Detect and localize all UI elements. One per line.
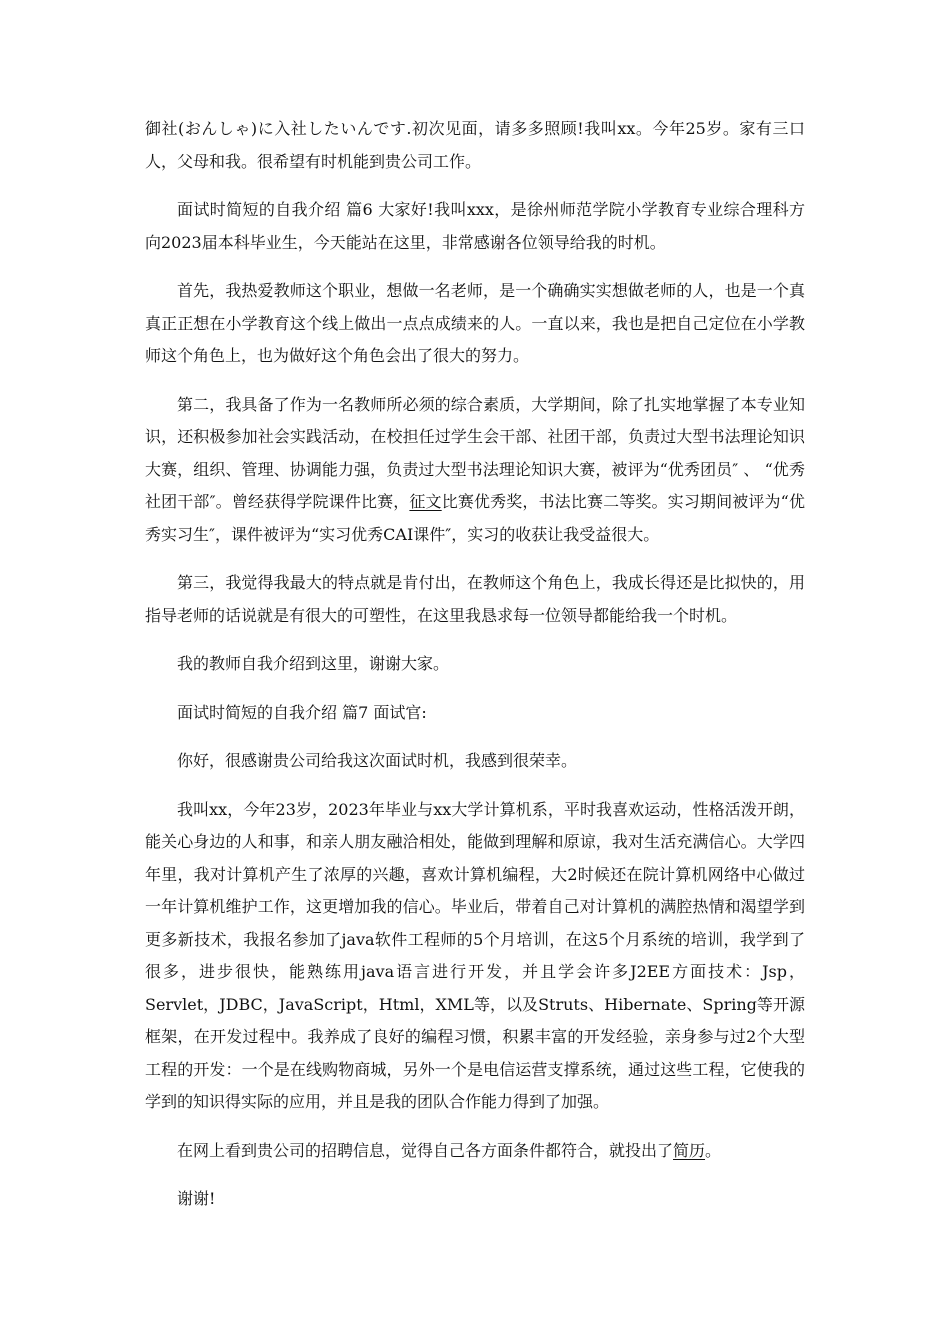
- section-heading: 面试时简短的自我介绍 篇7 面试官:: [177, 702, 427, 722]
- paragraph: 我的教师自我介绍到这里，谢谢大家。: [177, 654, 450, 673]
- paragraph: 你好，很感谢贵公司给我这次面试时机，我感到很荣幸。: [177, 751, 578, 770]
- paragraph: 我叫xx，今年23岁，2023年毕业与xx大学计算机系，平时我喜欢运动，性格活泼开朗，能关心身边的人和事，和亲人朋友融洽相处，能做到理解和原谅，我对生活充满信心。大学四年里，我对计算机产生了浓厚的兴趣，喜欢计算机编程，大2时候还在院计算机网络中心做过一年计算机维护工作，这更增加我的信心。毕业后，带着自己对计算机的满腔热情和渴望学到更多新技术，我报名参加了java软件工程师的5个月培训，在这5个月系统的培训，我学到了很多，进步很快，能熟练用java语言进行开发，并且学会许多J2EE方面技术：Jsp，Servlet，JDBC，JavaScript，Html，XML等，以及Struts、Hibernate、Spring等开源框架，在开发过程中。我养成了良好的编程习惯，积累丰富的开发经验，亲身参与过2个大型工程的开发：一个是在线购物商城，另外一个是电信运营支撑系统，通过这些工程，它使我的学到的知识得实际的应用，并且是我的团队合作能力得到了加强。: [145, 799, 805, 1111]
- paragraph: [145, 1135, 805, 1168]
- paragraph: 御社(おんしゃ)に入社したいんです.初次见面，请多多照顾!我叫xx。今年25岁。家有三口人，父母和我。很希望有时机能到贵公司工作。: [145, 119, 805, 171]
- resume-link[interactable]: 简历: [673, 1140, 706, 1160]
- paragraph-text: 第二，我具备了作为一名教师所必须的综合素质，大学期间，除了扎实地掌握了本专业知识，还积极参加社会实践活动，在校担任过学生会干部、社团干部，负责过大型书法理论知识大赛，组织、管理、协调能力强，负责过大型书法理论知识大赛，被评为“优秀团员″ 、 “优秀社团干部″。曾经获得学院课件比赛，: [145, 394, 805, 511]
- paragraph-text: 比赛优秀奖，书法比赛二等奖。实习期间被评为“优秀实习生″，课件被评为“实习优秀CAI课件″，实习的收获让我受益很大。: [145, 492, 805, 544]
- essay-link[interactable]: 征文: [409, 492, 442, 511]
- paragraph: 面试时简短的自我介绍 篇6 大家好!我叫xxx，是徐州师范学院小学教育专业综合理科方向2023届本科毕业生，今天能站在这里，非常感谢各位领导给我的时机。: [145, 200, 805, 252]
- paragraph-text: 在网上看到贵公司的招聘信息，觉得自己各方面条件都符合，就投出了: [177, 1140, 674, 1160]
- paragraph: [145, 389, 805, 552]
- paragraph-text: 。: [705, 1140, 722, 1160]
- paragraph: 谢谢!: [177, 1189, 216, 1208]
- paragraph: 第三，我觉得我最大的特点就是肯付出，在教师这个角色上，我成长得还是比拟快的，用指导老师的话说就是有很大的可塑性，在这里我恳求每一位领导都能给我一个时机。: [145, 573, 805, 625]
- paragraph: 首先，我热爱教师这个职业，想做一名老师，是一个确确实实想做老师的人，也是一个真真正正想在小学教育这个线上做出一点点成绩来的人。一直以来，我也是把自己定位在小学教师这个角色上，也为做好这个角色会出了很大的努力。: [145, 281, 805, 365]
